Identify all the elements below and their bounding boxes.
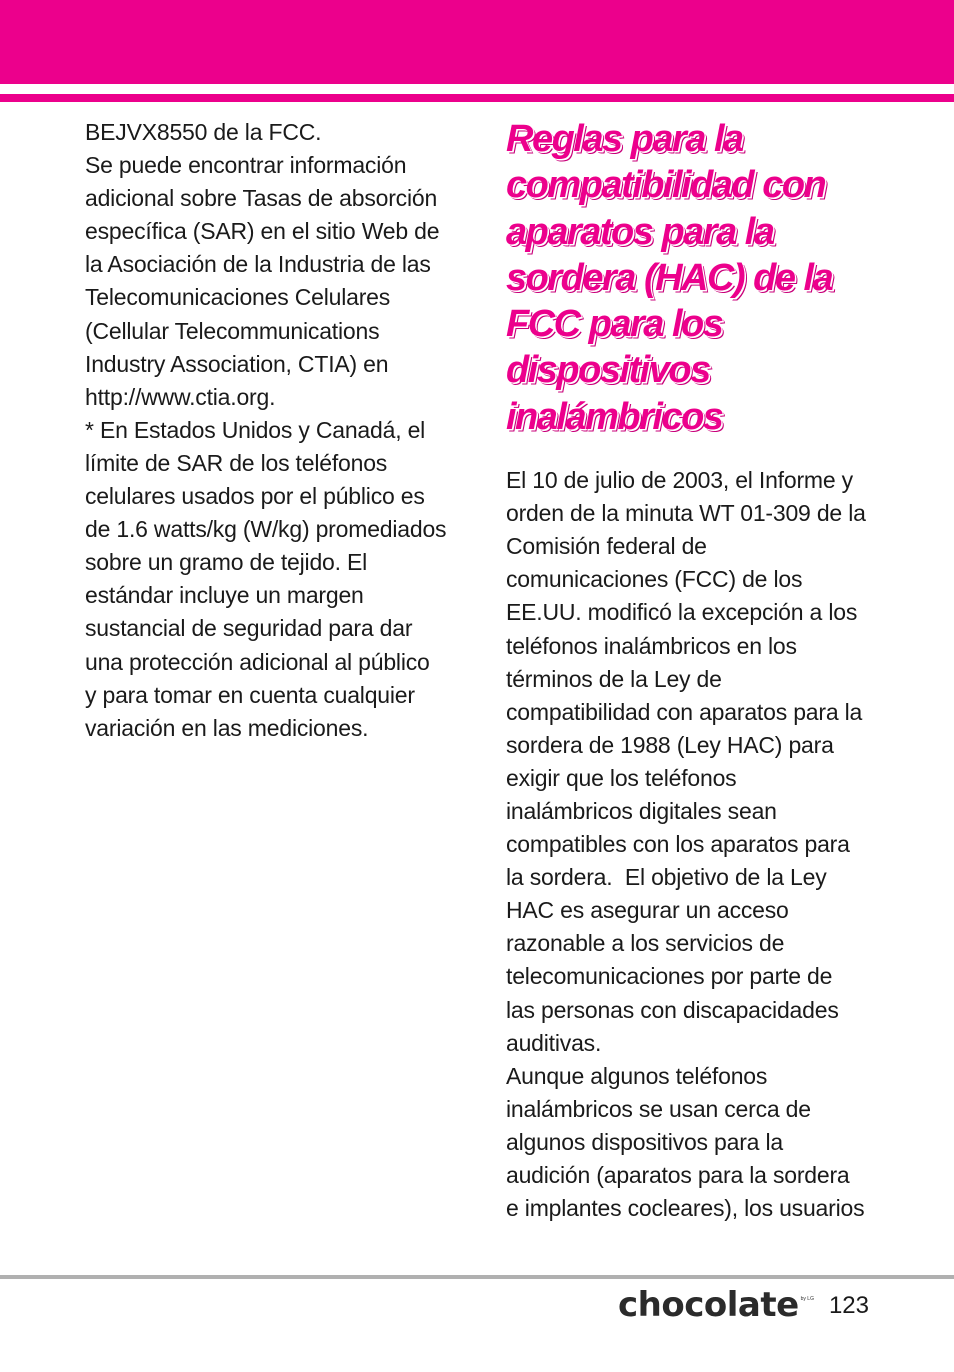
text-line: variación en las mediciones. [85,714,369,741]
text-line: estándar incluye un margen [85,582,364,609]
heading-line: inalámbricos [506,395,723,438]
text-line: específica (SAR) en el sitio Web de [85,218,440,245]
text-line: orden de la minuta WT 01-309 de la [506,500,866,527]
text-line: límite de SAR de los teléfonos [85,449,388,476]
text-line: términos de la Ley de [506,665,722,692]
brand-wordmark: chocolate [618,1285,799,1325]
text-line: http://www.ctia.org. [85,383,276,410]
heading-line: sordera (HAC) de la [506,256,833,299]
text-line: adicional sobre Tasas de absorción [85,185,438,212]
right-column [506,116,876,1225]
text-line: la sordera. El objetivo de la Ley [506,864,827,891]
text-line: auditivas. [506,1029,602,1056]
left-column [85,116,457,745]
text-line: (Cellular Telecommunications [85,317,380,344]
text-line: la Asociación de la Industria de las [85,251,431,278]
text-line: una protección adicional al público [85,648,430,675]
text-line: compatibles con los aparatos para [506,831,850,858]
section-heading [506,116,876,440]
text-line: BEJVX8550 de la FCC. [85,119,322,145]
header-rule [0,94,954,102]
text-line: telecomunicaciones por parte de [506,963,833,990]
text-line: Industry Association, CTIA) en [85,350,389,377]
heading-line: FCC para los [506,303,723,346]
text-line: Se puede encontrar información [85,152,407,179]
text-line: de 1.6 watts/kg (W/kg) promediados [85,516,447,543]
text-line: sordera de 1988 (Ley HAC) para [506,731,834,758]
text-line: Telecomunicaciones Celulares [85,284,391,311]
text-line: Comisión federal de [506,533,707,560]
text-line: sustancial de seguridad para dar [85,615,413,642]
brand-logo [618,1280,814,1330]
text-line: Aunque algunos teléfonos [506,1062,768,1089]
text-line: El 10 de julio de 2003, el Informe y [506,467,853,494]
heading-line: Reglas para la [506,118,743,160]
text-line: exigir que los teléfonos [506,764,737,791]
text-line: las personas con discapacidades [506,996,839,1023]
text-line: compatibilidad con aparatos para la [506,698,863,725]
text-line: e implantes cocleares), los usuarios [506,1195,865,1222]
text-line: inalámbricos digitales sean [506,798,777,825]
header-color-band [0,0,954,84]
text-line: teléfonos inalámbricos en los [506,632,797,659]
text-line: celulares usados por el público es [85,483,425,510]
footer-rule [0,1275,954,1279]
text-line: y para tomar en cuenta cualquier [85,681,415,708]
heading-line: dispositivos [506,349,710,392]
heading-line: compatibilidad con [506,164,826,207]
page-number: 123 [828,1292,869,1319]
brand-subtext: by LG [800,1296,814,1302]
right-body-text [506,464,876,1225]
heading-line: aparatos para la [506,210,774,253]
text-line: inalámbricos se usan cerca de [506,1095,811,1122]
text-line: audición (aparatos para la sordera [506,1162,850,1189]
text-line: sobre un gramo de tejido. El [85,549,368,576]
text-line: EE.UU. modificó la excepción a los [506,599,858,626]
text-line: comunicaciones (FCC) de los [506,566,803,593]
text-line: * En Estados Unidos y Canadá, el [85,416,426,443]
text-line: algunos dispositivos para la [506,1128,783,1155]
text-line: razonable a los servicios de [506,930,785,957]
text-line: HAC es asegurar un acceso [506,897,789,924]
